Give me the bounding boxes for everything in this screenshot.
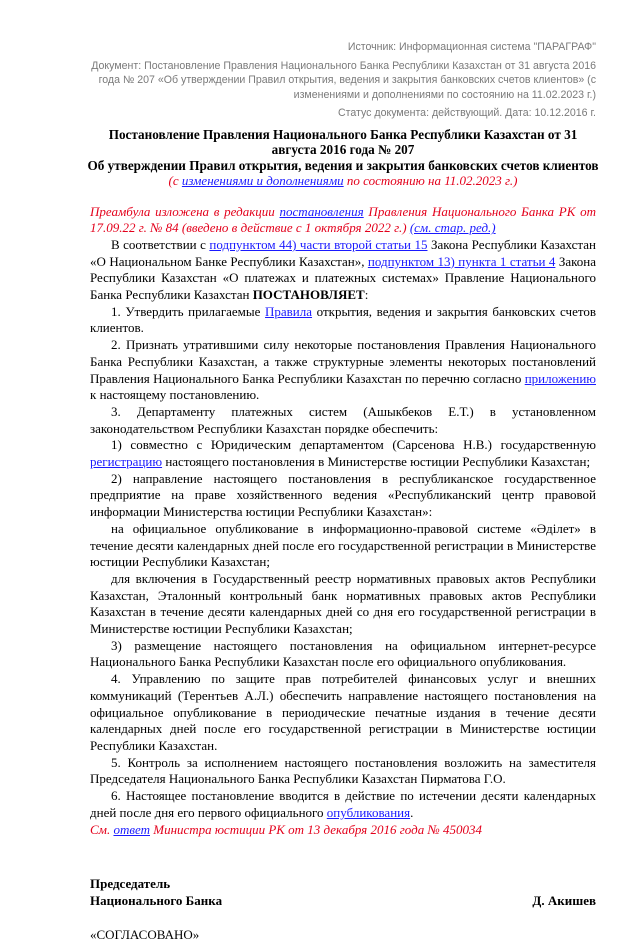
source-line: Источник: Информационная система "ПАРАГРАФ" bbox=[347, 41, 596, 53]
amendments-link[interactable]: изменениями и дополнениями bbox=[181, 173, 344, 188]
paragraph-text: 5. Контроль за исполнением настоящего постановления возложить на заместителя Председателя Национального Банка Республики Казахстан Пирматова Г.О. bbox=[90, 754, 596, 787]
status-line: Статус документа: действующий. Дата: 10.12.2016 г. bbox=[337, 107, 596, 119]
signature-name: Д. Акишев bbox=[532, 892, 596, 908]
amendments-note bbox=[90, 173, 596, 189]
paragraph-text: В соответствии с bbox=[111, 236, 210, 252]
paragraph bbox=[90, 571, 596, 638]
paragraph-text: ПОСТАНОВЛЯЕТ bbox=[252, 287, 365, 303]
paragraph-text: настоящего постановления в Министерстве юстиции Республики Казахстан; bbox=[162, 454, 591, 470]
document-link[interactable]: (см. стар. ред.) bbox=[409, 220, 496, 236]
document-link[interactable]: Правила bbox=[265, 303, 313, 319]
document-link[interactable]: ответ bbox=[113, 821, 150, 837]
paragraph-text: 4. Управлению по защите прав потребителей финансовых услуг и внешних коммуникаций (Терентьев А.Л.) обеспечить направление настоящего постановления на официальное опубликование в периодические печатные издания в течение десяти календарных дней после его государственной регистрации в Министерстве юстиции Республики Казахстан. bbox=[90, 671, 596, 753]
document-link[interactable]: подпунктом 44) части второй статьи 15 bbox=[209, 236, 428, 252]
document-link[interactable]: приложению bbox=[524, 370, 596, 386]
paragraph-text: 3) размещение настоящего постановления на официальном интернет-ресурсе Национального Банка Республики Казахстан после его официального опубликования. bbox=[90, 637, 596, 670]
document-meta bbox=[90, 40, 596, 121]
paragraph bbox=[90, 437, 596, 470]
paragraph-text: к настоящему постановлению. bbox=[90, 387, 260, 403]
paragraph-text: на официальное опубликование в информационно-правовой системе «Әділет» в течение десяти календарных дней после его государственной регистрации в Министерстве юстиции Республики Казахстан; bbox=[90, 520, 596, 570]
paragraph-text: открытия, ведения и закрытия банковских счетов клиентов. bbox=[90, 303, 596, 336]
paragraph bbox=[90, 788, 596, 821]
paragraph-text: 2. Признать утратившими силу некоторые постановления Правления Национального Банка Республики Казахстан, а также структурные элементы некоторых постановлений Правления Национального Банка Республики Казахстан по перечню согласно bbox=[90, 337, 596, 386]
paragraph bbox=[90, 638, 596, 671]
paragraph-text: Закона Республики Казахстан «О платежах и платежных системах» Правление Национального Банка Республики Казахстан bbox=[90, 253, 596, 303]
paragraph-text: 3. Департаменту платежных систем (Ашыкбеков Е.Т.) в установленном законодательством Республики Казахстан порядке обеспечить: bbox=[90, 403, 596, 436]
paragraph bbox=[90, 337, 596, 404]
paragraph bbox=[90, 521, 596, 571]
paragraph-text: Закона Республики Казахстан «О Национальном Банке Республики Казахстан», bbox=[90, 236, 596, 269]
paragraph bbox=[90, 404, 596, 437]
paragraph-text: для включения в Государственный реестр нормативных правовых актов Республики Казахстан, Эталонный контрольный банк нормативных правовых актов Республики Казахстан в течение десяти календарных дней со дня его государственной регистрации в Министерстве юстиции Республики Казахстан; bbox=[90, 570, 596, 637]
amendments-pre: (с bbox=[168, 173, 182, 188]
paragraph-text: 6. Настоящее постановление вводится в действие по истечении десяти календарных дней после дня его первого официального bbox=[90, 788, 596, 820]
paragraph-text: 1) совместно с Юридическим департаментом (Сарсенова Н.В.) государственную bbox=[111, 437, 596, 453]
document-page bbox=[87, 40, 599, 943]
editorial-note bbox=[90, 204, 596, 237]
agreed-label: «СОГЛАСОВАНО» bbox=[90, 926, 200, 942]
document-subject: Об утверждении Правил открытия, ведения и закрытия банковских счетов клиентов bbox=[87, 157, 599, 173]
paragraph bbox=[90, 471, 596, 521]
paragraph-text: : bbox=[364, 287, 369, 303]
document-body bbox=[90, 204, 596, 839]
signature-title-2: Национального Банка bbox=[90, 892, 223, 908]
paragraph-text: Преамбула изложена в редакции bbox=[90, 203, 280, 219]
document-link[interactable]: регистрацию bbox=[90, 454, 163, 470]
document-link[interactable]: постановления bbox=[279, 203, 364, 219]
paragraph bbox=[90, 755, 596, 788]
paragraph bbox=[90, 671, 596, 755]
paragraph-text: Правления Национального Банка РК от 17.09.22 г. № 84 (введено в действие с 1 октября 2022 г.) bbox=[90, 203, 596, 236]
paragraph-text: См. bbox=[90, 821, 114, 837]
amendments-post: по состоянию на 11.02.2023 г.) bbox=[343, 173, 518, 188]
paragraph-text: . bbox=[410, 804, 414, 820]
paragraph-text: 2) направление настоящего постановления в республиканское государственное предприятие на праве хозяйственного ведения «Республиканский центр правовой информации Министерства юстиции Республики Казахстан»: bbox=[90, 470, 596, 520]
document-line: Документ: Постановление Правления Национального Банка Республики Казахстан от 31 августа 2016 года № 207 «Об утверждении Правил открытия, ведения и закрытия банковских счетов клиентов» (с изменениями и дополнениями по состоянию на 11.02.2023 г.) bbox=[91, 59, 596, 101]
signature-title-1: Председатель bbox=[90, 876, 171, 892]
document-link[interactable]: подпунктом 13) пункта 1 статьи 4 bbox=[367, 253, 556, 269]
paragraph bbox=[90, 304, 596, 337]
document-title: Постановление Правления Национального Банка Республики Казахстан от 31 августа 2016 года № 207 bbox=[108, 126, 578, 157]
document-link[interactable]: опубликования bbox=[326, 804, 411, 820]
paragraph bbox=[90, 237, 596, 304]
paragraph-text: Министра юстиции РК от 13 декабря 2016 года № 450034 bbox=[150, 821, 482, 837]
paragraph-text: 1. Утвердить прилагаемые bbox=[111, 303, 266, 319]
editorial-note bbox=[90, 822, 596, 839]
